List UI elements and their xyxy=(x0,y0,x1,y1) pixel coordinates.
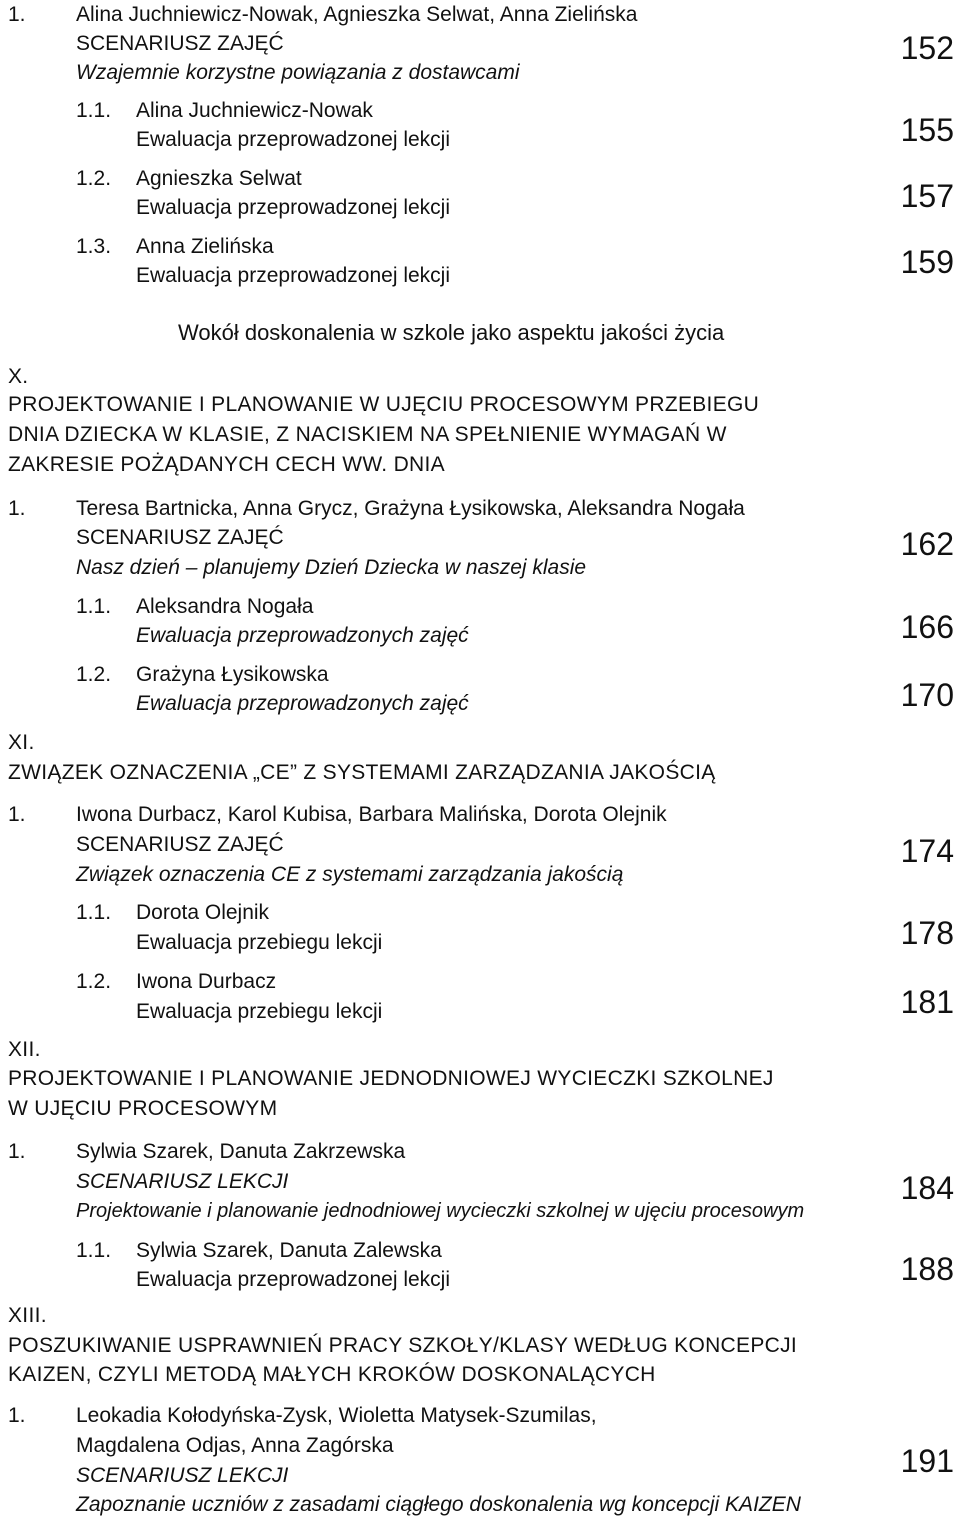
section-heading-line: DNIA DZIECKA W KLASIE, Z NACISKIEM NA SPEŁNIENIE WYMAGAŃ W xyxy=(8,423,727,446)
page-number: 152 xyxy=(900,30,954,66)
entry-type: SCENARIUSZ ZAJĘĆ xyxy=(76,833,284,856)
entry-number: 1. xyxy=(8,1404,26,1427)
entry-type: SCENARIUSZ ZAJĘĆ xyxy=(76,32,284,55)
page-number: 162 xyxy=(900,526,954,562)
page-number: 159 xyxy=(900,244,954,280)
subentry-number: 1.1. xyxy=(76,901,112,924)
section-heading-line: ZAKRESIE POŻĄDANYCH CECH WW. DNIA xyxy=(8,453,445,476)
entry-authors: Sylwia Szarek, Danuta Zakrzewska xyxy=(76,1140,406,1163)
entry-type: SCENARIUSZ LEKCJI xyxy=(76,1170,289,1193)
section-numeral: XI. xyxy=(8,731,35,754)
entry-title: Zapoznanie uczniów z zasadami ciągłego doskonalenia wg koncepcji KAIZEN xyxy=(76,1493,801,1516)
subentry-desc: Ewaluacja przeprowadzonej lekcji xyxy=(136,264,450,287)
entry-authors: Iwona Durbacz, Karol Kubisa, Barbara Malińska, Dorota Olejnik xyxy=(76,803,667,826)
page-number: 178 xyxy=(900,915,954,951)
subentry-name: Aleksandra Nogała xyxy=(136,595,314,618)
subentry-desc: Ewaluacja przebiegu lekcji xyxy=(136,1000,383,1023)
entry-title: Związek oznaczenia CE z systemami zarządzania jakością xyxy=(76,863,624,886)
part-subtitle: Wokół doskonalenia w szkole jako aspektu jakości życia xyxy=(178,320,725,345)
entry-number: 1. xyxy=(8,803,26,826)
section-heading-line: KAIZEN, CZYLI METODĄ MAŁYCH KROKÓW DOSKONALĄCYCH xyxy=(8,1363,656,1386)
subentry-name: Dorota Olejnik xyxy=(136,901,270,924)
subentry-desc: Ewaluacja przeprowadzonej lekcji xyxy=(136,128,450,151)
subentry-number: 1.1. xyxy=(76,99,112,122)
entry-number: 1. xyxy=(8,497,26,520)
page-number: 166 xyxy=(900,609,954,645)
subentry-name: Iwona Durbacz xyxy=(136,970,277,993)
section-numeral: X. xyxy=(8,365,29,388)
subentry-name: Alina Juchniewicz-Nowak xyxy=(136,99,373,122)
page-number: 157 xyxy=(900,178,954,214)
entry-title: Wzajemnie korzystne powiązania z dostawcami xyxy=(76,61,520,84)
entry-type: SCENARIUSZ LEKCJI xyxy=(76,1464,289,1487)
entry-authors: Alina Juchniewicz-Nowak, Agnieszka Selwat, Anna Zielińska xyxy=(76,3,638,26)
section-heading-line: W UJĘCIU PROCESOWYM xyxy=(8,1097,278,1120)
section-heading-line: POSZUKIWANIE USPRAWNIEŃ PRACY SZKOŁY/KLASY WEDŁUG KONCEPCJI xyxy=(8,1334,798,1357)
subentry-name: Agnieszka Selwat xyxy=(136,167,302,190)
section-heading-line: PROJEKTOWANIE I PLANOWANIE W UJĘCIU PROCESOWYM PRZEBIEGU xyxy=(8,393,760,416)
subentry-number: 1.1. xyxy=(76,595,112,618)
entry-authors-continued: Magdalena Odjas, Anna Zagórska xyxy=(76,1434,394,1457)
subentry-number: 1.2. xyxy=(76,663,112,686)
page-number: 170 xyxy=(900,677,954,713)
page-number: 184 xyxy=(900,1170,954,1206)
entry-title: Projektowanie i planowanie jednodniowej wycieczki szkolnej w ujęciu procesowym xyxy=(76,1200,805,1222)
subentry-number: 1.1. xyxy=(76,1239,112,1262)
entry-number: 1. xyxy=(8,1140,26,1163)
entry-type: SCENARIUSZ ZAJĘĆ xyxy=(76,526,284,549)
subentry-desc: Ewaluacja przeprowadzonej lekcji xyxy=(136,1268,450,1291)
subentry-name: Sylwia Szarek, Danuta Zalewska xyxy=(136,1239,442,1262)
entry-title: Nasz dzień – planujemy Dzień Dziecka w naszej klasie xyxy=(76,556,587,579)
page-number: 174 xyxy=(900,833,954,869)
section-heading-line: ZWIĄZEK OZNACZENIA „CE” Z SYSTEMAMI ZARZĄDZANIA JAKOŚCIĄ xyxy=(8,761,716,784)
subentry-number: 1.3. xyxy=(76,235,112,258)
subentry-desc: Ewaluacja przeprowadzonych zajęć xyxy=(136,624,469,647)
page-number: 191 xyxy=(900,1443,954,1479)
subentry-desc: Ewaluacja przebiegu lekcji xyxy=(136,931,383,954)
page-number: 188 xyxy=(900,1251,954,1287)
subentry-number: 1.2. xyxy=(76,970,112,993)
subentry-name: Grażyna Łysikowska xyxy=(136,663,329,686)
page-number: 155 xyxy=(900,112,954,148)
entry-authors: Leokadia Kołodyńska-Zysk, Wioletta Matysek-Szumilas, xyxy=(76,1404,597,1427)
entry-number: 1. xyxy=(8,3,26,26)
page-number: 181 xyxy=(900,984,954,1020)
section-numeral: XIII. xyxy=(8,1304,47,1327)
entry-authors: Teresa Bartnicka, Anna Grycz, Grażyna Łysikowska, Aleksandra Nogała xyxy=(76,497,745,520)
subentry-desc: Ewaluacja przeprowadzonej lekcji xyxy=(136,196,450,219)
section-numeral: XII. xyxy=(8,1038,41,1061)
subentry-desc: Ewaluacja przeprowadzonych zajęć xyxy=(136,692,469,715)
subentry-name: Anna Zielińska xyxy=(136,235,274,258)
subentry-number: 1.2. xyxy=(76,167,112,190)
section-heading-line: PROJEKTOWANIE I PLANOWANIE JEDNODNIOWEJ WYCIECZKI SZKOLNEJ xyxy=(8,1067,774,1090)
